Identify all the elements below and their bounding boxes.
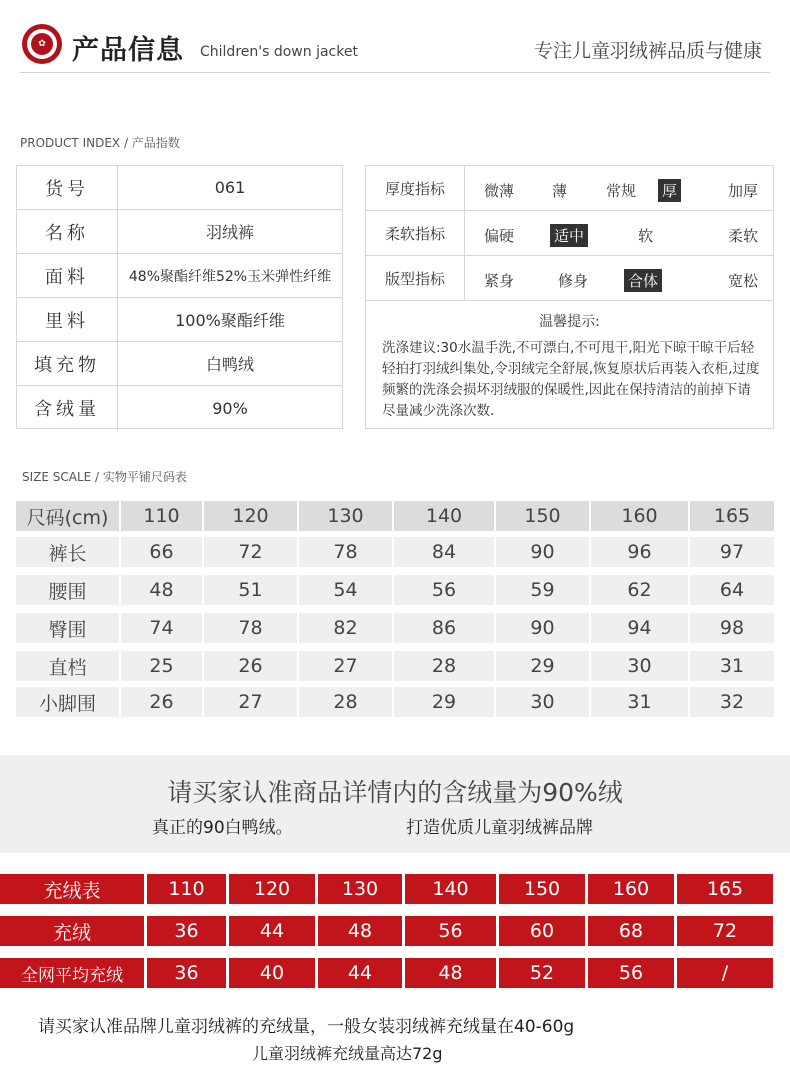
size-cell: 31	[690, 651, 774, 681]
size-cell: 腰围	[16, 575, 119, 605]
fill-cell: 56	[588, 958, 674, 988]
size-cell: 98	[690, 613, 774, 643]
index-option-selected: 合体	[624, 269, 662, 292]
size-cell: 31	[591, 687, 688, 717]
product-info-row	[17, 386, 342, 430]
fill-header-cell: 130	[318, 874, 402, 904]
index-row-label: 版型指标	[366, 256, 465, 300]
fill-cell: 36	[147, 916, 226, 946]
product-info-value: 061	[214, 178, 246, 197]
index-option-selected: 适中	[550, 224, 588, 247]
size-scale-label: SIZE SCALE / 实物平铺尺码表	[22, 470, 187, 484]
tagline: 专注儿童羽绒裤品质与健康	[533, 40, 762, 62]
fill-cell: 68	[588, 916, 674, 946]
size-cell: 96	[591, 537, 688, 567]
size-header-cell: 110	[121, 501, 202, 531]
promo-banner	[0, 755, 790, 853]
fill-cell: 充绒	[0, 916, 144, 946]
size-cell: 48	[121, 575, 202, 605]
index-row-label: 厚度指标	[366, 166, 465, 210]
size-header-cell: 160	[591, 501, 688, 531]
fill-cell: 48	[405, 958, 496, 988]
brand-logo	[22, 24, 62, 64]
fill-cell: 44	[229, 916, 315, 946]
index-option: 加厚	[728, 182, 759, 200]
size-cell: 直档	[16, 651, 119, 681]
index-table	[365, 165, 774, 429]
product-info-row	[17, 298, 342, 342]
bottom-note-line2: 儿童羽绒裤充绒量高达72g	[252, 1044, 443, 1063]
bottom-note-line1: 请买家认准品牌儿童羽绒裤的充绒量，一般女装羽绒裤充绒量在40-60g	[38, 1017, 575, 1037]
product-info-value: 48%聚酯纤维52%玉米弹性纤维	[128, 268, 332, 285]
fill-cell: 44	[318, 958, 402, 988]
index-option-selected: 厚	[658, 179, 681, 202]
logo-ring	[27, 29, 57, 59]
product-info-key: 填充物	[17, 342, 118, 385]
size-cell: 64	[690, 575, 774, 605]
size-cell: 臀围	[16, 613, 119, 643]
fill-header-cell: 120	[229, 874, 315, 904]
product-info-key: 货号	[17, 166, 118, 209]
size-cell: 32	[690, 687, 774, 717]
product-info-key: 含绒量	[17, 386, 118, 430]
size-header-cell: 尺码(cm)	[16, 501, 119, 531]
size-cell: 25	[121, 651, 202, 681]
size-cell: 78	[299, 537, 392, 567]
fill-cell: /	[677, 958, 773, 988]
size-cell: 97	[690, 537, 774, 567]
fill-cell: 56	[405, 916, 496, 946]
index-option: 修身	[558, 272, 589, 290]
index-row-label: 柔软指标	[366, 211, 465, 255]
size-cell: 56	[394, 575, 494, 605]
size-cell: 27	[204, 687, 297, 717]
header-divider	[20, 72, 770, 73]
fill-header-cell: 充绒表	[0, 874, 144, 904]
fill-header-cell: 165	[677, 874, 773, 904]
fill-cell: 52	[499, 958, 585, 988]
size-header-cell: 140	[394, 501, 494, 531]
size-cell: 82	[299, 613, 392, 643]
index-option: 偏硬	[484, 227, 515, 245]
product-info-value: 羽绒裤	[205, 223, 254, 242]
fill-cell: 72	[677, 916, 773, 946]
product-info-row	[17, 254, 342, 298]
size-cell: 29	[496, 651, 589, 681]
tip-text: 洗涤建议:30水温手洗,不可漂白,不可甩干,阳光下晾干晾干后轻轻拍打羽绒纠集处,令羽绒完全舒展,恢复原状后再装入衣柜,过度频繁的洗涤会损坏羽绒服的保暖性,因此在保持清洁的前掉下请尽量减少洗涤次数.	[382, 340, 760, 419]
lotus-icon: ✿	[31, 33, 53, 55]
page-subtitle: Children's down jacket	[200, 44, 358, 60]
fill-cell: 36	[147, 958, 226, 988]
size-cell: 51	[204, 575, 297, 605]
size-cell: 26	[204, 651, 297, 681]
index-row	[366, 256, 773, 301]
size-header-cell: 120	[204, 501, 297, 531]
size-cell: 94	[591, 613, 688, 643]
product-info-key: 里料	[17, 298, 118, 341]
index-option: 微薄	[484, 182, 515, 200]
size-cell: 59	[496, 575, 589, 605]
page-title: 产品信息	[72, 35, 184, 66]
product-info-row	[17, 342, 342, 386]
index-option: 柔软	[728, 227, 759, 245]
size-cell: 54	[299, 575, 392, 605]
banner-right-text: 打造优质儿童羽绒裤品牌	[406, 818, 593, 838]
size-header-cell: 130	[299, 501, 392, 531]
product-info-key: 名称	[17, 210, 118, 253]
size-cell: 27	[299, 651, 392, 681]
fill-cell: 60	[499, 916, 585, 946]
size-cell: 66	[121, 537, 202, 567]
size-cell: 26	[121, 687, 202, 717]
size-cell: 28	[299, 687, 392, 717]
size-cell: 30	[591, 651, 688, 681]
fill-header-cell: 110	[147, 874, 226, 904]
index-option: 紧身	[484, 272, 515, 290]
product-info-row	[17, 210, 342, 254]
index-option: 常规	[606, 182, 637, 200]
product-info-value: 90%	[212, 398, 248, 418]
fill-header-cell: 160	[588, 874, 674, 904]
fill-cell: 全网平均充绒	[0, 958, 144, 988]
size-cell: 86	[394, 613, 494, 643]
product-info-row	[17, 166, 342, 210]
size-cell: 29	[394, 687, 494, 717]
size-cell: 62	[591, 575, 688, 605]
product-info-value: 100%聚酯纤维	[175, 311, 285, 330]
size-cell: 小脚围	[16, 687, 119, 717]
banner-left-text: 真正的90白鸭绒。	[152, 818, 293, 838]
index-option: 宽松	[728, 272, 759, 290]
product-info-value: 白鸭绒	[205, 355, 254, 374]
banner-main-text: 请买家认准商品详情内的含绒量为90%绒	[167, 778, 623, 807]
product-info-table	[16, 165, 343, 429]
size-cell: 74	[121, 613, 202, 643]
size-header-cell: 165	[690, 501, 774, 531]
index-option: 软	[638, 227, 654, 245]
size-cell: 84	[394, 537, 494, 567]
index-row	[366, 166, 773, 211]
size-cell: 裤长	[16, 537, 119, 567]
fill-cell: 40	[229, 958, 315, 988]
product-info-key: 面料	[17, 254, 118, 297]
size-cell: 72	[204, 537, 297, 567]
product-index-label: PRODUCT INDEX / 产品指数	[20, 136, 180, 150]
tip-title: 温馨提示:	[539, 314, 600, 330]
fill-header-cell: 140	[405, 874, 496, 904]
size-cell: 78	[204, 613, 297, 643]
size-cell: 30	[496, 687, 589, 717]
fill-header-cell: 150	[499, 874, 585, 904]
index-row	[366, 211, 773, 256]
fill-cell: 48	[318, 916, 402, 946]
size-cell: 90	[496, 537, 589, 567]
size-cell: 90	[496, 613, 589, 643]
size-header-cell: 150	[496, 501, 589, 531]
size-cell: 28	[394, 651, 494, 681]
index-option: 薄	[552, 182, 568, 200]
